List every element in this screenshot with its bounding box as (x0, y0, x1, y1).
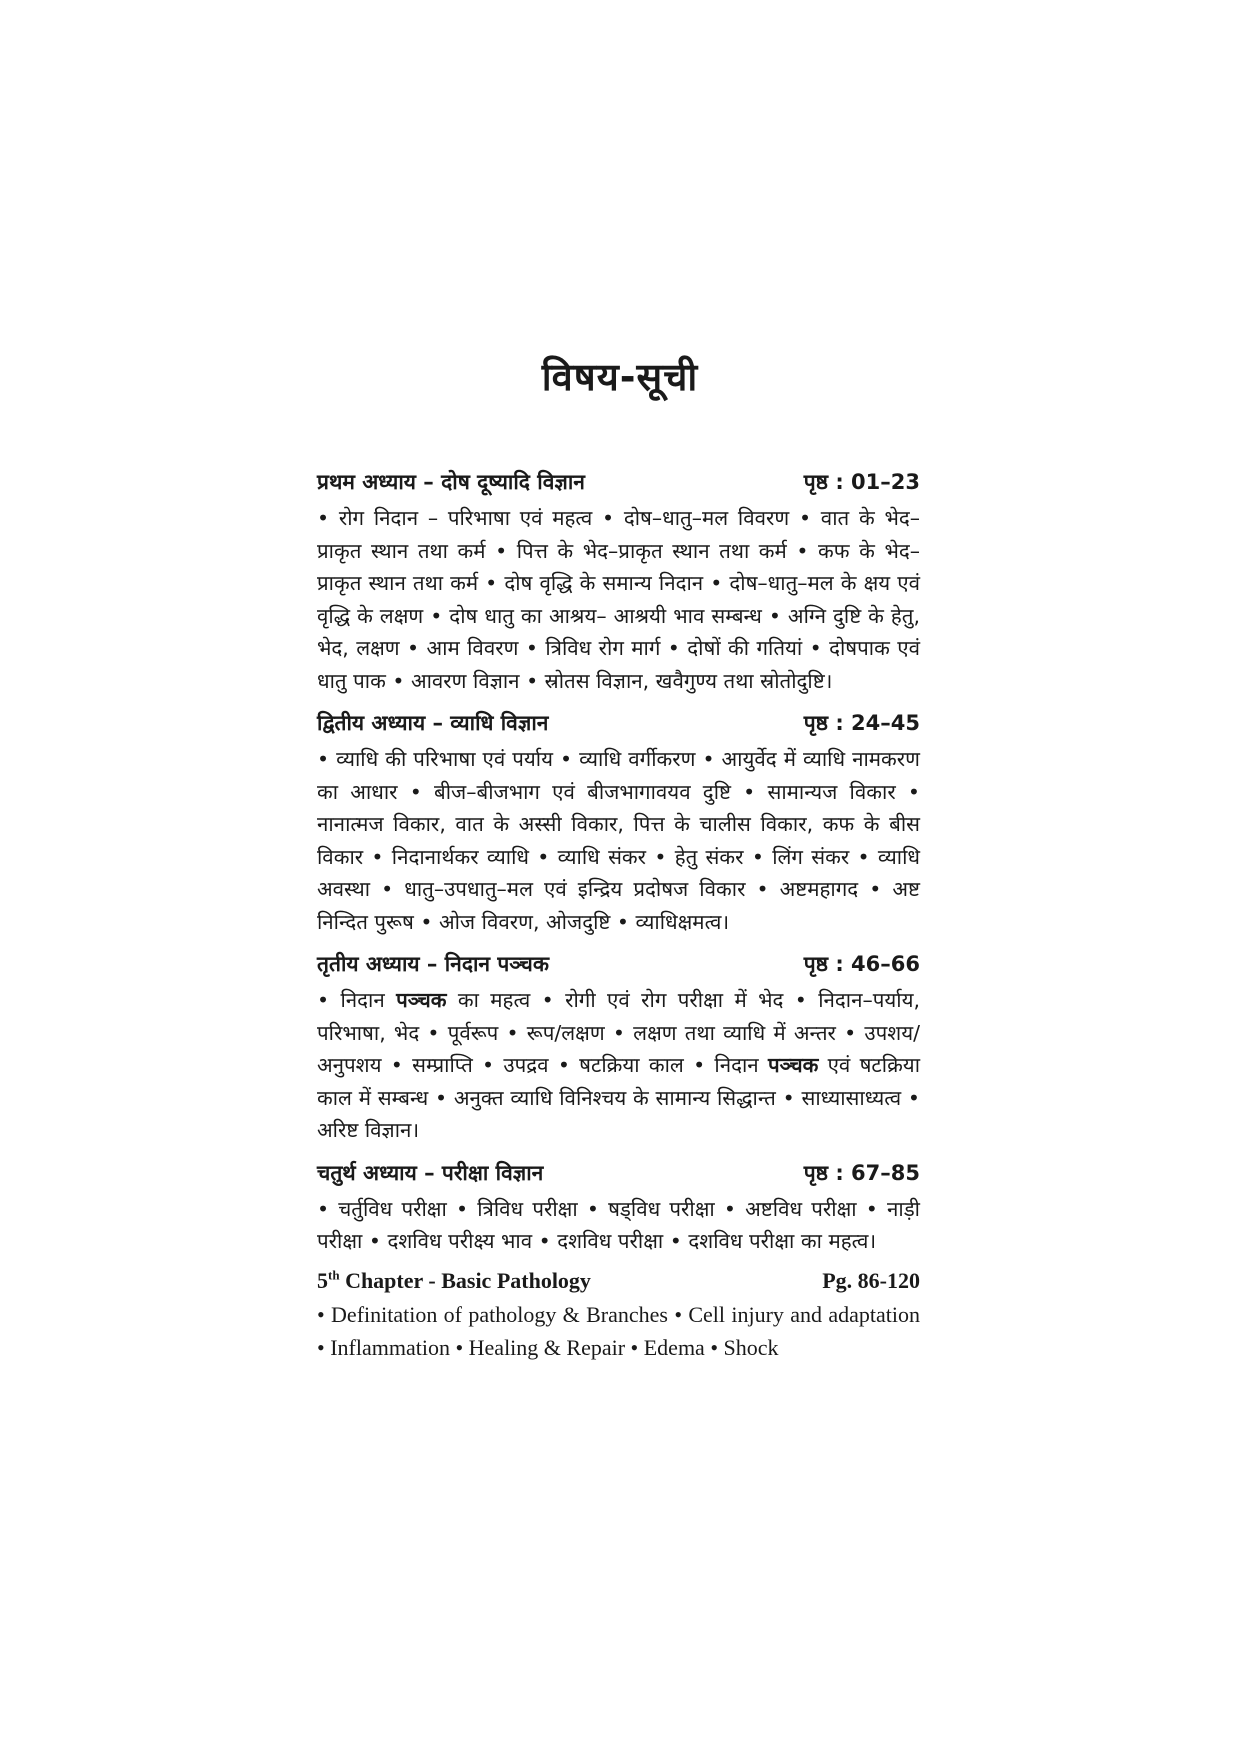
chapter-page-range: पृष्ठ : 01–23 (803, 470, 920, 494)
chapter-topics: • Definitation of pathology & Branches • Cell injury and adaptation • Inflammation • Healing & Repair • Edema • Shock (317, 1301, 920, 1360)
chapter-topics: • व्याधि की परिभाषा एवं पर्याय • व्याधि वर्गीकरण • आयुर्वेद में व्याधि नामकरण का आधार • बीज–बीजभाग एवं बीजभागावयव दुष्टि • सामान्यज विकार • नानात्मज विकार, वात के अस्सी विकार, पित्त के चालीस विकार, कफ के बीस विकार • निदानार्थकर व्याधि • व्याधि संकर • हेतु संकर • लिंग संकर • व्याधि अवस्था • धातु–उपधातु–मल एवं इन्द्रिय प्रदोषज विकार • अष्टमहागद • अष्ट निन्दित पुरूष • ओज विवरण, ओजदुष्टि • व्याधिक्षमत्व। (317, 747, 920, 934)
chapter-heading (317, 462, 920, 502)
topic-text: का महत्व • रोगी एवं रोग परीक्षा में भेद • निदान–पर्याय, परिभाषा, भेद • पूर्वरूप • रूप/लक्षण • लक्षण तथा व्याधि में अन्तर • उपशय/अनुपशय • सम्प्राप्ति • उपद्रव • षटक्रिया काल • निदान (317, 988, 920, 1077)
page-title: विषय-सूची (541, 355, 699, 399)
topic-text: एवं षटक्रिया काल में सम्बन्ध • अनुक्त व्याधि विनिश्चय के सामान्य सिद्धान्त • साध्यासाध्यत्व • अरिष्ट विज्ञान। (317, 1053, 921, 1142)
chapter-topics (317, 984, 920, 1147)
chapter-heading (317, 944, 920, 984)
chapter-title: चतुर्थ अध्याय – परीक्षा विज्ञान (317, 1160, 544, 1185)
topic-text: • निदान (317, 988, 397, 1012)
chapter-topics: • चर्तुविध परीक्षा • त्रिविध परीक्षा • षड्विध परीक्षा • अष्टविध परीक्षा • नाड़ी परीक्षा • दशविध परीक्ष्य भाव • दशविध परीक्षा • दशविध परीक्षा का महत्व। (317, 1196, 920, 1253)
chapter-3 (317, 944, 920, 1147)
chapter-heading (317, 703, 920, 743)
chapter-number: 5 (317, 1267, 328, 1293)
chapter-page-range: पृष्ठ : 46–66 (803, 952, 920, 976)
chapter-2 (317, 703, 920, 938)
chapter-5 (317, 1264, 920, 1364)
ordinal-suffix: th (328, 1267, 340, 1283)
topic-emphasis: पञ्चक (767, 1053, 819, 1077)
chapter-heading (317, 1264, 920, 1298)
chapter-page-range: पृष्ठ : 67–85 (803, 1160, 920, 1185)
chapter-topics: • रोग निदान – परिभाषा एवं महत्व • दोष–धातु–मल विवरण • वात के भेद–प्राकृत स्थान तथा कर्म • पित्त के भेद–प्राकृत स्थान तथा कर्म • कफ के भेद–प्राकृत स्थान तथा कर्म • दोष वृद्धि के समान्य निदान • दोष–धातु–मल के क्षय एवं वृद्धि के लक्षण • दोष धातु का आश्रय– आश्रयी भाव सम्बन्ध • अग्नि दुष्टि के हेतु, भेद, लक्षण • आम विवरण • त्रिविध रोग मार्ग • दोषों की गतियां • दोषपाक एवं धातु पाक • आवरण विज्ञान • स्रोतस विज्ञान, खवैगुण्य तथा स्रोतोदुष्टि। (317, 506, 920, 693)
chapter-1 (317, 462, 920, 697)
chapter-title: तृतीय अध्याय – निदान पञ्चक (317, 952, 549, 976)
chapter-page-range: पृष्ठ : 24–45 (803, 711, 920, 735)
topic-emphasis: पञ्चक (396, 988, 447, 1012)
chapter-4 (317, 1153, 920, 1258)
chapter-page-range: Pg. 86-120 (822, 1267, 920, 1293)
chapter-heading (317, 1153, 920, 1193)
table-of-contents (317, 462, 920, 1370)
chapter-title (317, 1264, 591, 1298)
chapter-title: प्रथम अध्याय – दोष दूष्यादि विज्ञान (317, 470, 585, 494)
chapter-title-text: Chapter - Basic Pathology (339, 1267, 591, 1293)
chapter-title: द्वितीय अध्याय – व्याधि विज्ञान (317, 711, 549, 735)
